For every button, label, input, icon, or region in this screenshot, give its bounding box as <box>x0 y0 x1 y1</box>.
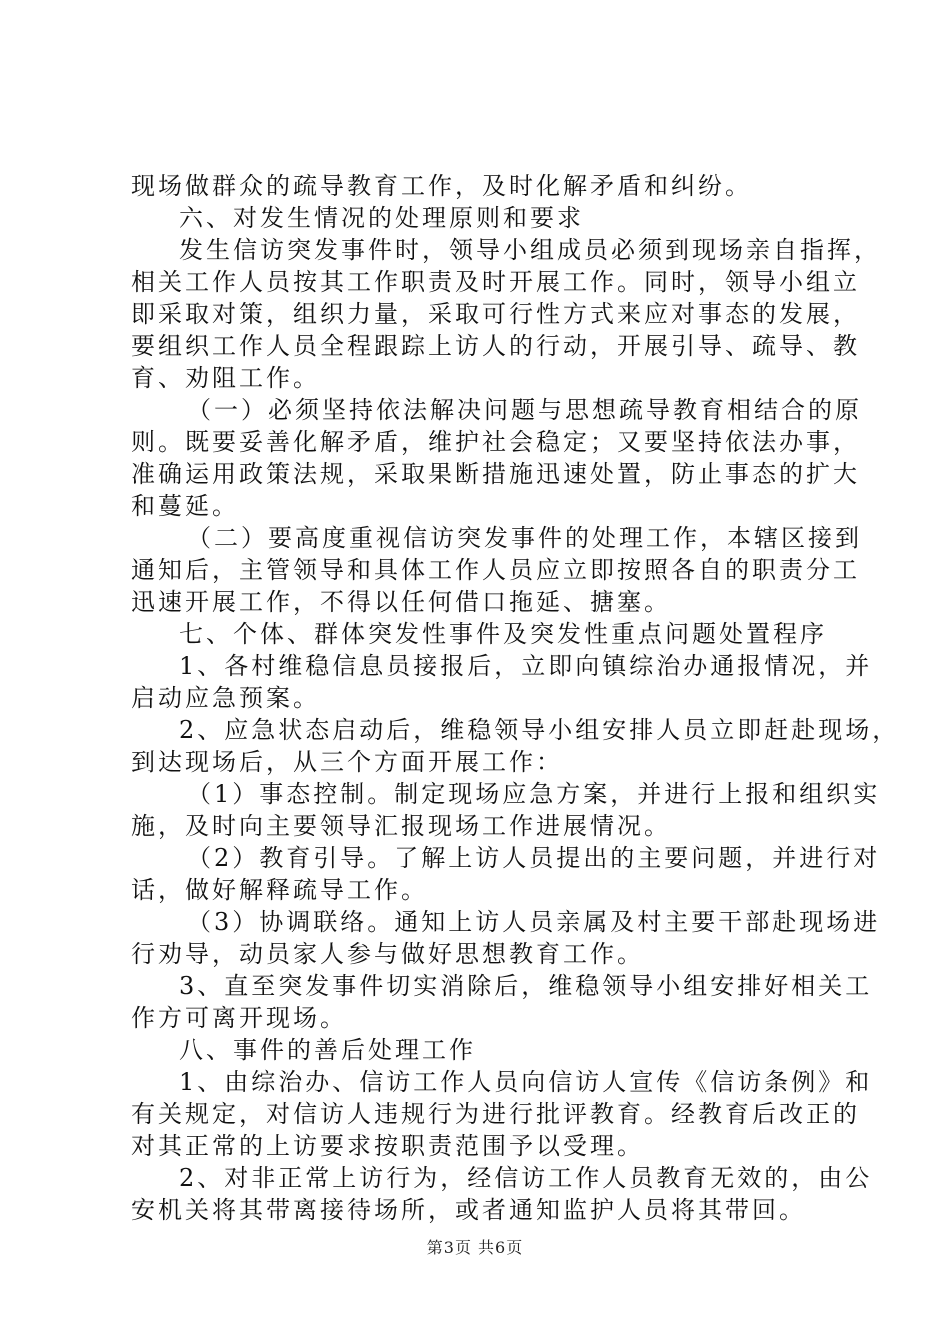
text-line: 准确运用政策法规，采取果断措施迅速处置，防止事态的扩大 <box>131 460 860 488</box>
text-line: 话，做好解释疏导工作。 <box>131 876 428 904</box>
text-line: 对其正常的上访要求按职责范围予以受理。 <box>131 1132 644 1160</box>
text-line: 1、各村维稳信息员接报后，立即向镇综治办通报情况，并 <box>179 652 873 680</box>
text-line: 作方可离开现场。 <box>131 1004 347 1032</box>
text-line: 施，及时向主要领导汇报现场工作进展情况。 <box>131 812 671 840</box>
text-line: 1、由综治办、信访工作人员向信访人宣传《信访条例》和 <box>179 1068 873 1096</box>
text-line: 启动应急预案。 <box>131 684 320 712</box>
text-line: 和蔓延。 <box>131 492 239 520</box>
text-line: （一）必须坚持依法解决问题与思想疏导教育相结合的原 <box>187 396 862 424</box>
text-line: 育、劝阻工作。 <box>131 364 320 392</box>
section-heading: 六、对发生情况的处理原则和要求 <box>179 204 584 232</box>
section-heading: 七、个体、群体突发性事件及突发性重点问题处置程序 <box>179 620 827 648</box>
text-line: 通知后，主管领导和具体工作人员应立即按照各自的职责分工 <box>131 556 860 584</box>
page-number: 第3页 共6页 <box>426 1238 524 1257</box>
section-heading: 八、事件的善后处理工作 <box>179 1036 476 1064</box>
text-line: 有关规定，对信访人违规行为进行批评教育。经教育后改正的 <box>131 1100 860 1128</box>
text-line: 现场做群众的疏导教育工作，及时化解矛盾和纠纷。 <box>131 172 752 200</box>
text-line: 2、对非正常上访行为，经信访工作人员教育无效的，由公 <box>179 1164 873 1192</box>
text-line: （2）教育引导。了解上访人员提出的主要问题，并进行对 <box>187 844 881 872</box>
text-line: 迅速开展工作，不得以任何借口拖延、搪塞。 <box>131 588 671 616</box>
text-line: 发生信访突发事件时，领导小组成员必须到现场亲自指挥， <box>179 236 881 264</box>
text-line: 安机关将其带离接待场所，或者通知监护人员将其带回。 <box>131 1196 806 1224</box>
text-line: 相关工作人员按其工作职责及时开展工作。同时，领导小组立 <box>131 268 860 296</box>
document-body <box>131 170 900 1226</box>
text-line: 到达现场后，从三个方面开展工作： <box>131 748 563 776</box>
text-line: 行劝导，动员家人参与做好思想教育工作。 <box>131 940 644 968</box>
text-line: （3）协调联络。通知上访人员亲属及村主要干部赴现场进 <box>187 908 881 936</box>
text-line: 即采取对策，组织力量，采取可行性方式来应对事态的发展， <box>131 300 860 328</box>
text-line: （1）事态控制。制定现场应急方案，并进行上报和组织实 <box>187 780 881 808</box>
text-line: 2、应急状态启动后，维稳领导小组安排人员立即赶赴现场， <box>179 716 900 744</box>
text-line: （二）要高度重视信访突发事件的处理工作，本辖区接到 <box>187 524 862 552</box>
text-line: 3、直至突发事件切实消除后，维稳领导小组安排好相关工 <box>179 972 873 1000</box>
text-line: 则。既要妥善化解矛盾，维护社会稳定；又要坚持依法办事， <box>131 428 860 456</box>
text-line: 要组织工作人员全程跟踪上访人的行动，开展引导、疏导、教 <box>131 332 860 360</box>
